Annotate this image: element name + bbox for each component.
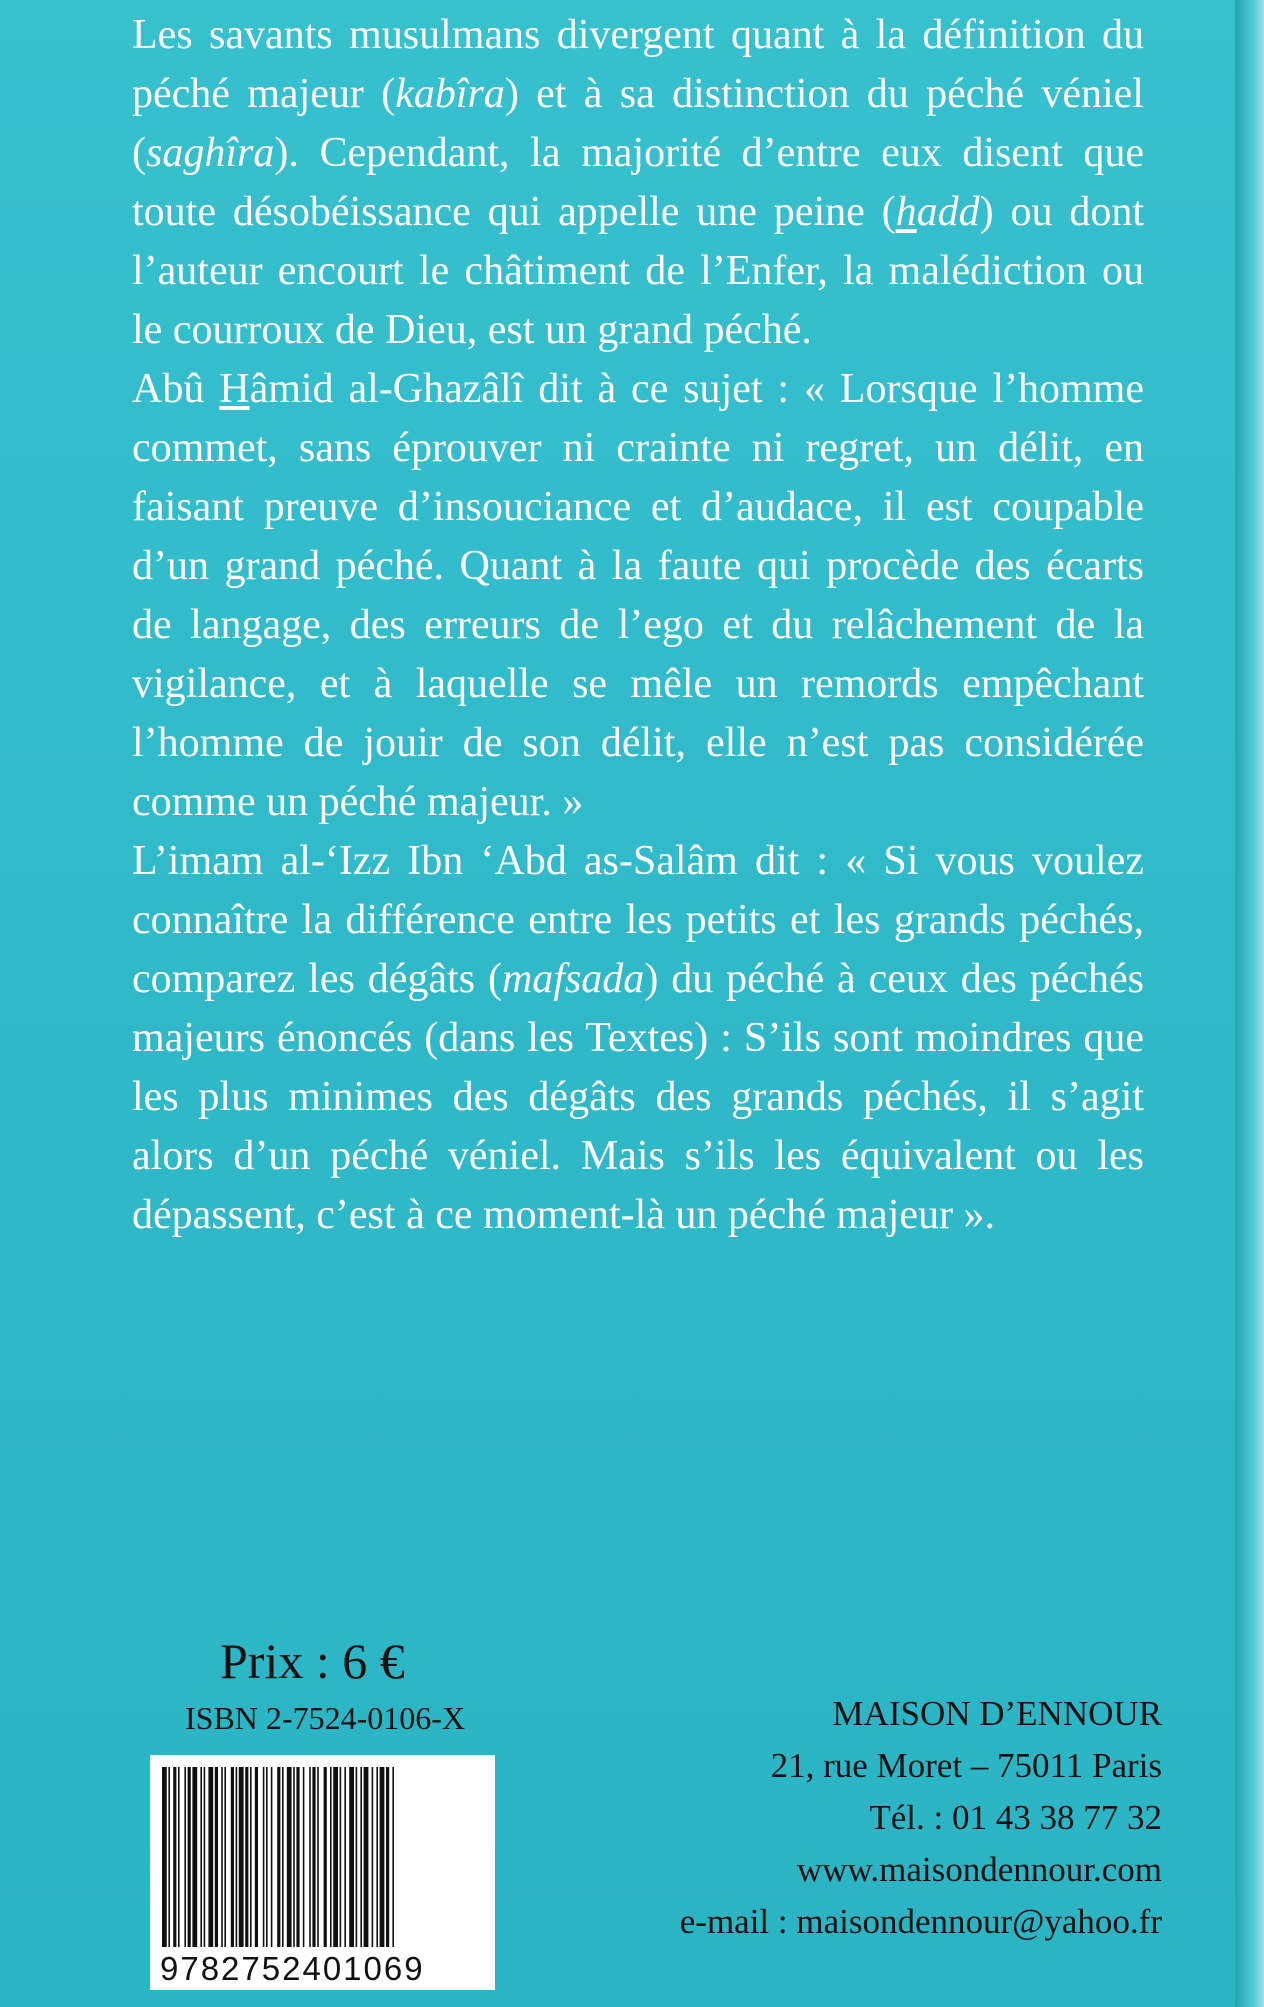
paragraph-1-text-b: ) et à sa distinction du péché véniel ( xyxy=(132,71,1144,176)
paragraph-1-text-a: Les savants musulmans divergent quant à la définition du péché majeur ( xyxy=(132,12,1144,117)
paragraph-2-text-b: âmid al-Ghazâlî dit à ce sujet : « Lorsque l’homme commet, sans éprouver ni crainte ni regret, un délit, en faisant preuve d’insouciance et d’audace, il est coupable d’un grand péché. Quant à la faute qui procède des écarts de langage, des erreurs de l’ego et du relâchement de la vigilance, et à laquelle se mêle un remords empêchant l’homme de jouir de son délit, elle n’est pas considérée comme un péché majeur. » xyxy=(132,366,1144,825)
barcode-bar xyxy=(360,1767,362,1947)
paragraph-3-text-a: L’imam al-‘Izz Ibn ‘Abd as-Salâm dit : « Si vous voulez connaître la différence entre les petits et les grands péchés, comparez les dégâts ( xyxy=(132,838,1144,1002)
term-kabira: kabîra xyxy=(395,71,505,117)
publisher-website: www.maisondennour.com xyxy=(796,1850,1162,1889)
barcode-bar xyxy=(231,1767,234,1947)
term-hadd-h: h xyxy=(895,189,917,235)
barcode-bar xyxy=(168,1767,170,1947)
barcode-digits: 9782752401069 xyxy=(160,1950,425,1987)
paragraph-1 xyxy=(132,6,1144,360)
barcode-bar xyxy=(296,1767,299,1947)
barcode-bar xyxy=(344,1767,346,1947)
barcode-bar xyxy=(287,1767,292,1947)
term-mafsada: mafsada xyxy=(501,956,645,1002)
publisher-address: 21, rue Moret – 75011 Paris xyxy=(770,1746,1162,1785)
barcode-bar xyxy=(372,1767,374,1947)
paragraph-3-text-b: ) du péché à ceux des péchés majeurs énoncés (dans les Textes) : S’ils sont moindres que les plus minimes des dégâts des grands péchés, il s’agit alors d’un péché véniel. Mais s’ils les équivalent ou les dépassent, c’est à ce moment-là un péché majeur ». xyxy=(132,956,1144,1238)
barcode-bar xyxy=(263,1767,265,1947)
barcode-bar xyxy=(204,1767,206,1947)
cover-edge xyxy=(1235,0,1264,2007)
barcode-bar xyxy=(245,1767,248,1947)
publisher-block xyxy=(680,1688,1162,1948)
barcode-bar xyxy=(239,1767,244,1947)
barcode-bar xyxy=(192,1767,197,1947)
paragraph-1-text-c: ). Cependant, la majorité d’entre eux disent que toute désobéissance qui appelle une peine ( xyxy=(132,130,1144,235)
barcode-bar xyxy=(312,1767,315,1947)
term-saghira: saghîra xyxy=(146,130,275,176)
barcode-bar xyxy=(221,1767,223,1947)
barcode-bar xyxy=(271,1767,273,1947)
publisher-name: MAISON D’ENNOUR xyxy=(832,1694,1162,1733)
barcode-bars xyxy=(150,1755,495,1955)
barcode-bar xyxy=(184,1767,186,1947)
barcode-bar xyxy=(282,1767,284,1947)
barcode-bar xyxy=(333,1767,338,1947)
barcode-bar xyxy=(309,1767,311,1947)
barcode-bar xyxy=(178,1767,180,1947)
barcode-bar xyxy=(255,1767,258,1947)
term-hadd-rest: add xyxy=(916,189,980,235)
barcode-bar xyxy=(376,1767,378,1947)
barcode-bar xyxy=(380,1767,385,1947)
publisher-phone: Tél. : 01 43 38 77 32 xyxy=(869,1798,1162,1837)
barcode-bar xyxy=(349,1767,354,1947)
blurb-text xyxy=(132,0,1144,1245)
barcode-bar xyxy=(277,1767,280,1947)
isbn-label: ISBN 2-7524-0106-X xyxy=(185,1700,465,1736)
publisher-email: e-mail : maisondennour@yahoo.fr xyxy=(679,1902,1162,1941)
price-label: Prix : 6 € xyxy=(220,1633,405,1689)
barcode-bar xyxy=(324,1767,327,1947)
barcode-bar xyxy=(340,1767,342,1947)
paragraph-2 xyxy=(132,360,1144,832)
barcode-bar xyxy=(250,1767,252,1947)
barcode-bar xyxy=(356,1767,358,1947)
barcode-bar xyxy=(364,1767,369,1947)
paragraph-2-text-a: Abû xyxy=(132,366,220,412)
name-h-underlined: H xyxy=(219,366,250,412)
barcode-bar xyxy=(330,1767,332,1947)
barcode-bar xyxy=(293,1767,295,1947)
paragraph-3 xyxy=(132,832,1144,1245)
barcode-bar xyxy=(173,1767,176,1947)
barcode-bar xyxy=(317,1767,319,1947)
barcode-bar xyxy=(236,1767,238,1947)
barcode-bar xyxy=(386,1767,389,1947)
barcode-bar xyxy=(188,1767,191,1947)
barcode xyxy=(150,1755,495,1990)
barcode-bar xyxy=(162,1767,167,1947)
barcode-bar xyxy=(215,1767,218,1947)
barcode-bar xyxy=(200,1767,202,1947)
barcode-bar xyxy=(224,1767,226,1947)
barcode-bar xyxy=(208,1767,213,1947)
barcode-bar xyxy=(303,1767,305,1947)
barcode-bar xyxy=(266,1767,268,1947)
barcode-bar xyxy=(392,1767,394,1947)
paragraph-1-text-d: ) ou dont l’auteur encourt le châtiment de l’Enfer, la malédiction ou le courroux de Dieu, est un grand péché. xyxy=(132,189,1144,353)
